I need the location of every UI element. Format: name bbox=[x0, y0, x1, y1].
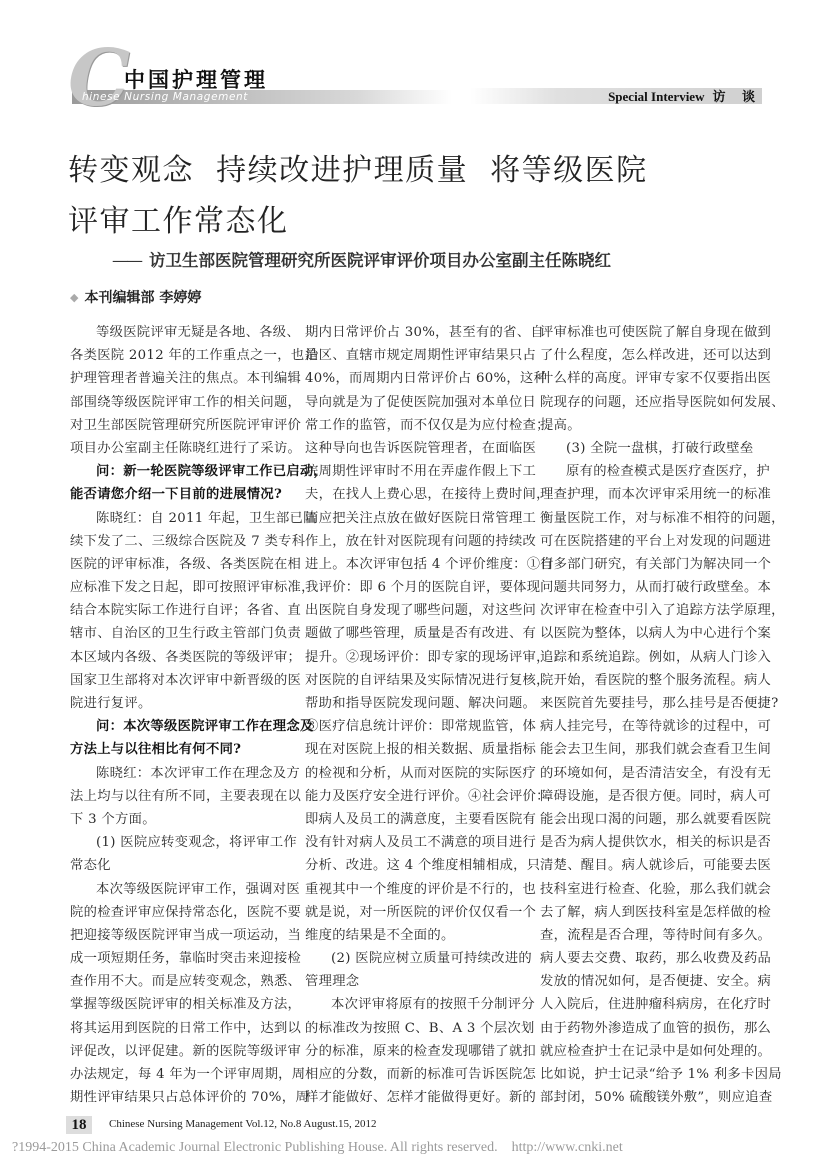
question-line: 方法上与以往相比有何不同? bbox=[70, 742, 242, 758]
body-text-line: 即病人及员工的满意度，主要看医院有 bbox=[305, 811, 537, 827]
body-text-line: 病人要去交费、取药，那么收费及药品 bbox=[540, 951, 772, 967]
question-line: 问：本次等级医院评审工作在理念及 bbox=[96, 719, 314, 735]
body-text-line: 成一项短期任务，靠临时突击来迎接检 bbox=[70, 951, 302, 967]
body-text-line: 这种导向也告诉医院管理者，在面临医 bbox=[305, 440, 537, 456]
body-text-line: 期性评审结果只占总体评价的 70%，周 bbox=[70, 1090, 309, 1106]
body-text-line: 我评价：即 6 个月的医院自评，要体现 bbox=[305, 580, 541, 596]
body-text-line: 清楚、醒目。病人就诊后，可能要去医 bbox=[540, 858, 772, 874]
body-text-line: 能力及医疗安全进行评价。④社会评价： bbox=[305, 788, 550, 804]
body-text-line: 陈晓红：本次评审工作在理念及方 bbox=[96, 765, 300, 781]
body-text-line: 没有针对病人及员工不满意的项目进行 bbox=[305, 835, 537, 851]
body-text-line: 技科室进行检查、化验，那么我们就会 bbox=[540, 881, 772, 897]
body-text-line: 掌握等级医院评审的相关标准及方法， bbox=[70, 997, 302, 1013]
body-text-line: 部封闭，50% 硫酸镁外敷”，则应追查 bbox=[540, 1090, 773, 1106]
body-text-line: 的检视和分析，从而对医院的实际医疗 bbox=[305, 765, 537, 781]
body-text-line: 国家卫生部将对本次评审中新晋级的医 bbox=[70, 672, 302, 688]
body-text-line: 院现存的问题，还应指导医院如何发展、 bbox=[540, 394, 785, 410]
body-text-line: 来医院首先要挂号，那么挂号是否便捷? bbox=[540, 696, 779, 711]
body-text-line: 发放的情况如何，是否便捷、安全。病 bbox=[540, 974, 772, 990]
body-text-line: 去了解，病人到医技科室是怎样做的检 bbox=[540, 904, 772, 920]
body-text-line: 院的检查评审应保持常态化，医院不要 bbox=[70, 904, 302, 920]
section-label-english: Special Interview bbox=[608, 89, 705, 104]
body-text-line: 帮助和指导医院发现问题、解决问题。 bbox=[305, 696, 537, 711]
body-column-1 bbox=[70, 321, 328, 1109]
body-text-line: 陈晓红：自 2011 年起，卫生部已陆 bbox=[96, 510, 317, 526]
body-text-line: 项目办公室副主任陈晓红进行了采访。 bbox=[70, 440, 302, 456]
copyright-notice: ?1994-2015 China Academic Journal Electronic Publishing House. All rights reserved. http://www.cnki.net bbox=[12, 1140, 623, 1155]
body-text-line: 行多部门研究，有关部门为解决同一个 bbox=[540, 556, 772, 572]
body-text-line: 常态化 bbox=[70, 858, 111, 874]
body-text-line: 了什么程度，怎么样改进，还可以达到 bbox=[540, 348, 772, 364]
body-text-line: 部围绕等级医院评审工作的相关问题， bbox=[70, 394, 302, 410]
body-text-line: 将其运用到医院的日常工作中，达到以 bbox=[70, 1020, 302, 1036]
body-text-line: 40%，而周期内日常评价占 60%，这种 bbox=[305, 371, 548, 387]
body-text-line: 分的标准，原来的检查发现哪错了就扣 bbox=[305, 1043, 537, 1059]
page-number: 18 bbox=[66, 1116, 92, 1134]
body-text-line: 题做了哪些管理，质量是否有改进、有 bbox=[305, 626, 537, 642]
body-text-line: ③医疗信息统计评价：即常规监管，体 bbox=[305, 719, 537, 735]
body-text-line: 进上。本次评审包括 4 个评价维度：①自 bbox=[305, 556, 554, 572]
article-title-line-2: 评审工作常态化 bbox=[68, 204, 289, 239]
question-line: 能否请您介绍一下目前的进展情况? bbox=[70, 487, 283, 503]
body-text-line: 可在医院搭建的平台上对发现的问题进 bbox=[540, 533, 772, 549]
body-text-line: 把迎接等级医院评审当成一项运动，当 bbox=[70, 927, 302, 943]
body-text-line: 夫，在找人上费心思，在接待上费时间， bbox=[305, 487, 550, 503]
section-label-chinese: 访 谈 bbox=[712, 90, 761, 105]
body-text-line: 应标准下发之日起，即可按照评审标准， bbox=[70, 580, 315, 596]
body-text-line: 衡量医院工作，对与标准不相符的问题， bbox=[540, 510, 785, 526]
body-text-line: 期内日常评价占 30%，甚至有的省、自 bbox=[305, 325, 544, 340]
body-text-line: 治区、直辖市规定周期性评审结果只占 bbox=[305, 348, 537, 364]
body-text-line: (3) 全院一盘棋，打破行政壁垒 bbox=[566, 440, 754, 456]
journal-logo-chinese: 中国护理管理 bbox=[124, 67, 268, 92]
body-text-line: 护理管理者普遍关注的焦点。本刊编辑 bbox=[70, 371, 302, 387]
body-text-line: 院开始，看医院的整个服务流程。病人 bbox=[540, 672, 772, 688]
body-text-line: 次评审在检查中引入了追踪方法学原理， bbox=[540, 603, 785, 619]
body-text-line: 办法规定，每 4 年为一个评审周期，周 bbox=[70, 1067, 306, 1082]
body-text-line: 下 3 个方面。 bbox=[70, 811, 156, 827]
body-text-line: 相应的分数，而新的标准可告诉医院怎 bbox=[305, 1067, 537, 1082]
body-text-line: 法上均与以往有所不同，主要表现在以 bbox=[70, 788, 302, 804]
body-text-line: 管理理念 bbox=[305, 974, 360, 990]
body-column-2 bbox=[305, 321, 554, 1109]
body-text-line: 追踪和系统追踪。例如，从病人门诊入 bbox=[540, 649, 772, 665]
body-text-line: 作上，放在针对医院现有问题的持续改 bbox=[305, 533, 537, 549]
body-text-line: 查，流程是否合理，等待时间有多久。 bbox=[540, 927, 772, 943]
body-text-line: 就应检查护士在记录中是如何处理的。 bbox=[540, 1043, 772, 1059]
body-text-line: 出医院自身发现了哪些问题，对这些问 bbox=[305, 603, 537, 619]
body-text-line: 等级医院评审无疑是各地、各级、 bbox=[96, 325, 300, 340]
body-text-line: 的标准改为按照 C、B、A 3 个层次划 bbox=[305, 1020, 535, 1036]
body-text-line: 本次评审将原有的按照千分制评分 bbox=[331, 997, 535, 1013]
body-text-line: 比如说，护士记录“给予 1% 利多卡因局 bbox=[540, 1067, 782, 1082]
body-text-line: 的环境如何，是否清洁安全，有没有无 bbox=[540, 765, 772, 781]
body-text-line: 医院的评审标准，各级、各类医院在相 bbox=[70, 556, 302, 572]
body-text-line: 辖市、自治区的卫生行政主管部门负责 bbox=[70, 626, 302, 642]
body-text-line: 常工作的监管，而不仅仅是为应付检查； bbox=[305, 417, 550, 433]
body-text-line: 结合本院实际工作进行自评；各省、直 bbox=[70, 603, 302, 619]
body-text-line: 什么样的高度。评审专家不仅要指出医 bbox=[540, 371, 772, 387]
body-text-line: 就是说，对一所医院的评价仅仅看一个 bbox=[305, 904, 537, 920]
body-text-line: 而应把关注点放在做好医院日常管理工 bbox=[305, 510, 537, 526]
body-text-line: 人入院后，住进肿瘤科病房，在化疗时 bbox=[540, 997, 772, 1013]
author-byline bbox=[70, 287, 201, 307]
body-text-line: 各类医院 2012 年的工作重点之一，也是 bbox=[70, 348, 319, 364]
question-line: 问：新一轮医院等级评审工作已启动， bbox=[96, 464, 328, 480]
body-text-line: 能会出现口渴的问题，那么就要看医院 bbox=[540, 811, 772, 827]
body-text-line: 提升。②现场评价：即专家的现场评审， bbox=[305, 649, 550, 665]
body-text-line: 分析、改进。这 4 个维度相辅相成，只 bbox=[305, 858, 541, 874]
journal-logo-english: hinese Nursing Management bbox=[82, 91, 248, 103]
body-text-line: 本次等级医院评审工作，强调对医 bbox=[96, 881, 300, 897]
body-text-line: 续下发了二、三级综合医院及 7 类专科 bbox=[70, 533, 306, 549]
body-text-line: 评促改，以评促建。新的医院等级评审 bbox=[70, 1043, 302, 1059]
body-text-line: 病人挂完号，在等待就诊的过程中，可 bbox=[540, 719, 772, 735]
article-subtitle bbox=[112, 247, 611, 271]
body-text-line: 对卫生部医院管理研究所医院评审评价 bbox=[70, 417, 302, 433]
body-text-line: 障碍设施，是否很方便。同时，病人可 bbox=[540, 788, 772, 804]
body-text-line: (2) 医院应树立质量可持续改进的 bbox=[331, 951, 533, 967]
subtitle-dash: —— bbox=[112, 251, 141, 270]
body-text-line: 能会去卫生间，那我们就会查看卫生间 bbox=[540, 742, 772, 758]
diamond-bullet-icon: ◆ bbox=[70, 291, 79, 304]
body-text-line: 重视其中一个维度的评价是不行的，也 bbox=[305, 881, 537, 897]
body-text-line: (1) 医院应转变观念，将评审工作 bbox=[96, 835, 298, 851]
body-text-line: 现在对医院上报的相关数据、质量指标 bbox=[305, 742, 537, 758]
body-text-line: 理查护理，而本次评审采用统一的标准 bbox=[540, 487, 772, 503]
body-text-line: 本区域内各级、各类医院的等级评审； bbox=[70, 649, 302, 665]
body-text-line: 院进行复评。 bbox=[70, 696, 152, 711]
body-text-line: 以医院为整体，以病人为中心进行个案 bbox=[540, 626, 772, 642]
section-label bbox=[608, 86, 761, 105]
body-column-3 bbox=[540, 321, 785, 1109]
body-text-line: 问题共同努力，从而打破行政壁垒。本 bbox=[540, 580, 772, 596]
article-title-line-1: 转变观念 持续改进护理质量 将等级医院 bbox=[68, 153, 648, 188]
body-text-line: 样才能做好、怎样才能做得更好。新的 bbox=[305, 1090, 537, 1106]
byline-text: 本刊编辑部 李婷婷 bbox=[84, 290, 202, 306]
footer-journal-citation: Chinese Nursing Management Vol.12, No.8 August.15, 2012 bbox=[109, 1118, 377, 1130]
body-text-line: 维度的结果是不全面的。 bbox=[305, 927, 455, 943]
journal-logo-letter: C bbox=[68, 33, 131, 124]
body-text-line: 是否为病人提供饮水，相关的标识是否 bbox=[540, 835, 772, 851]
body-text-line: 原有的检查模式是医疗查医疗，护 bbox=[566, 464, 770, 480]
body-text-line: 导向就是为了促使医院加强对本单位日 bbox=[305, 394, 537, 410]
body-text-line: 评审标准也可使医院了解自身现在做到 bbox=[540, 325, 772, 340]
body-text-line: 院周期性评审时不用在弄虚作假上下工 bbox=[305, 464, 537, 480]
subtitle-text: 访卫生部医院管理研究所医院评审评价项目办公室副主任陈晓红 bbox=[149, 251, 611, 270]
body-text-line: 提高。 bbox=[540, 417, 581, 433]
body-text-line: 对医院的自评结果及实际情况进行复核， bbox=[305, 672, 550, 688]
body-text-line: 查作用不大。而是应转变观念，熟悉、 bbox=[70, 974, 302, 990]
body-text-line: 由于药物外渗造成了血管的损伤，那么 bbox=[540, 1020, 772, 1036]
